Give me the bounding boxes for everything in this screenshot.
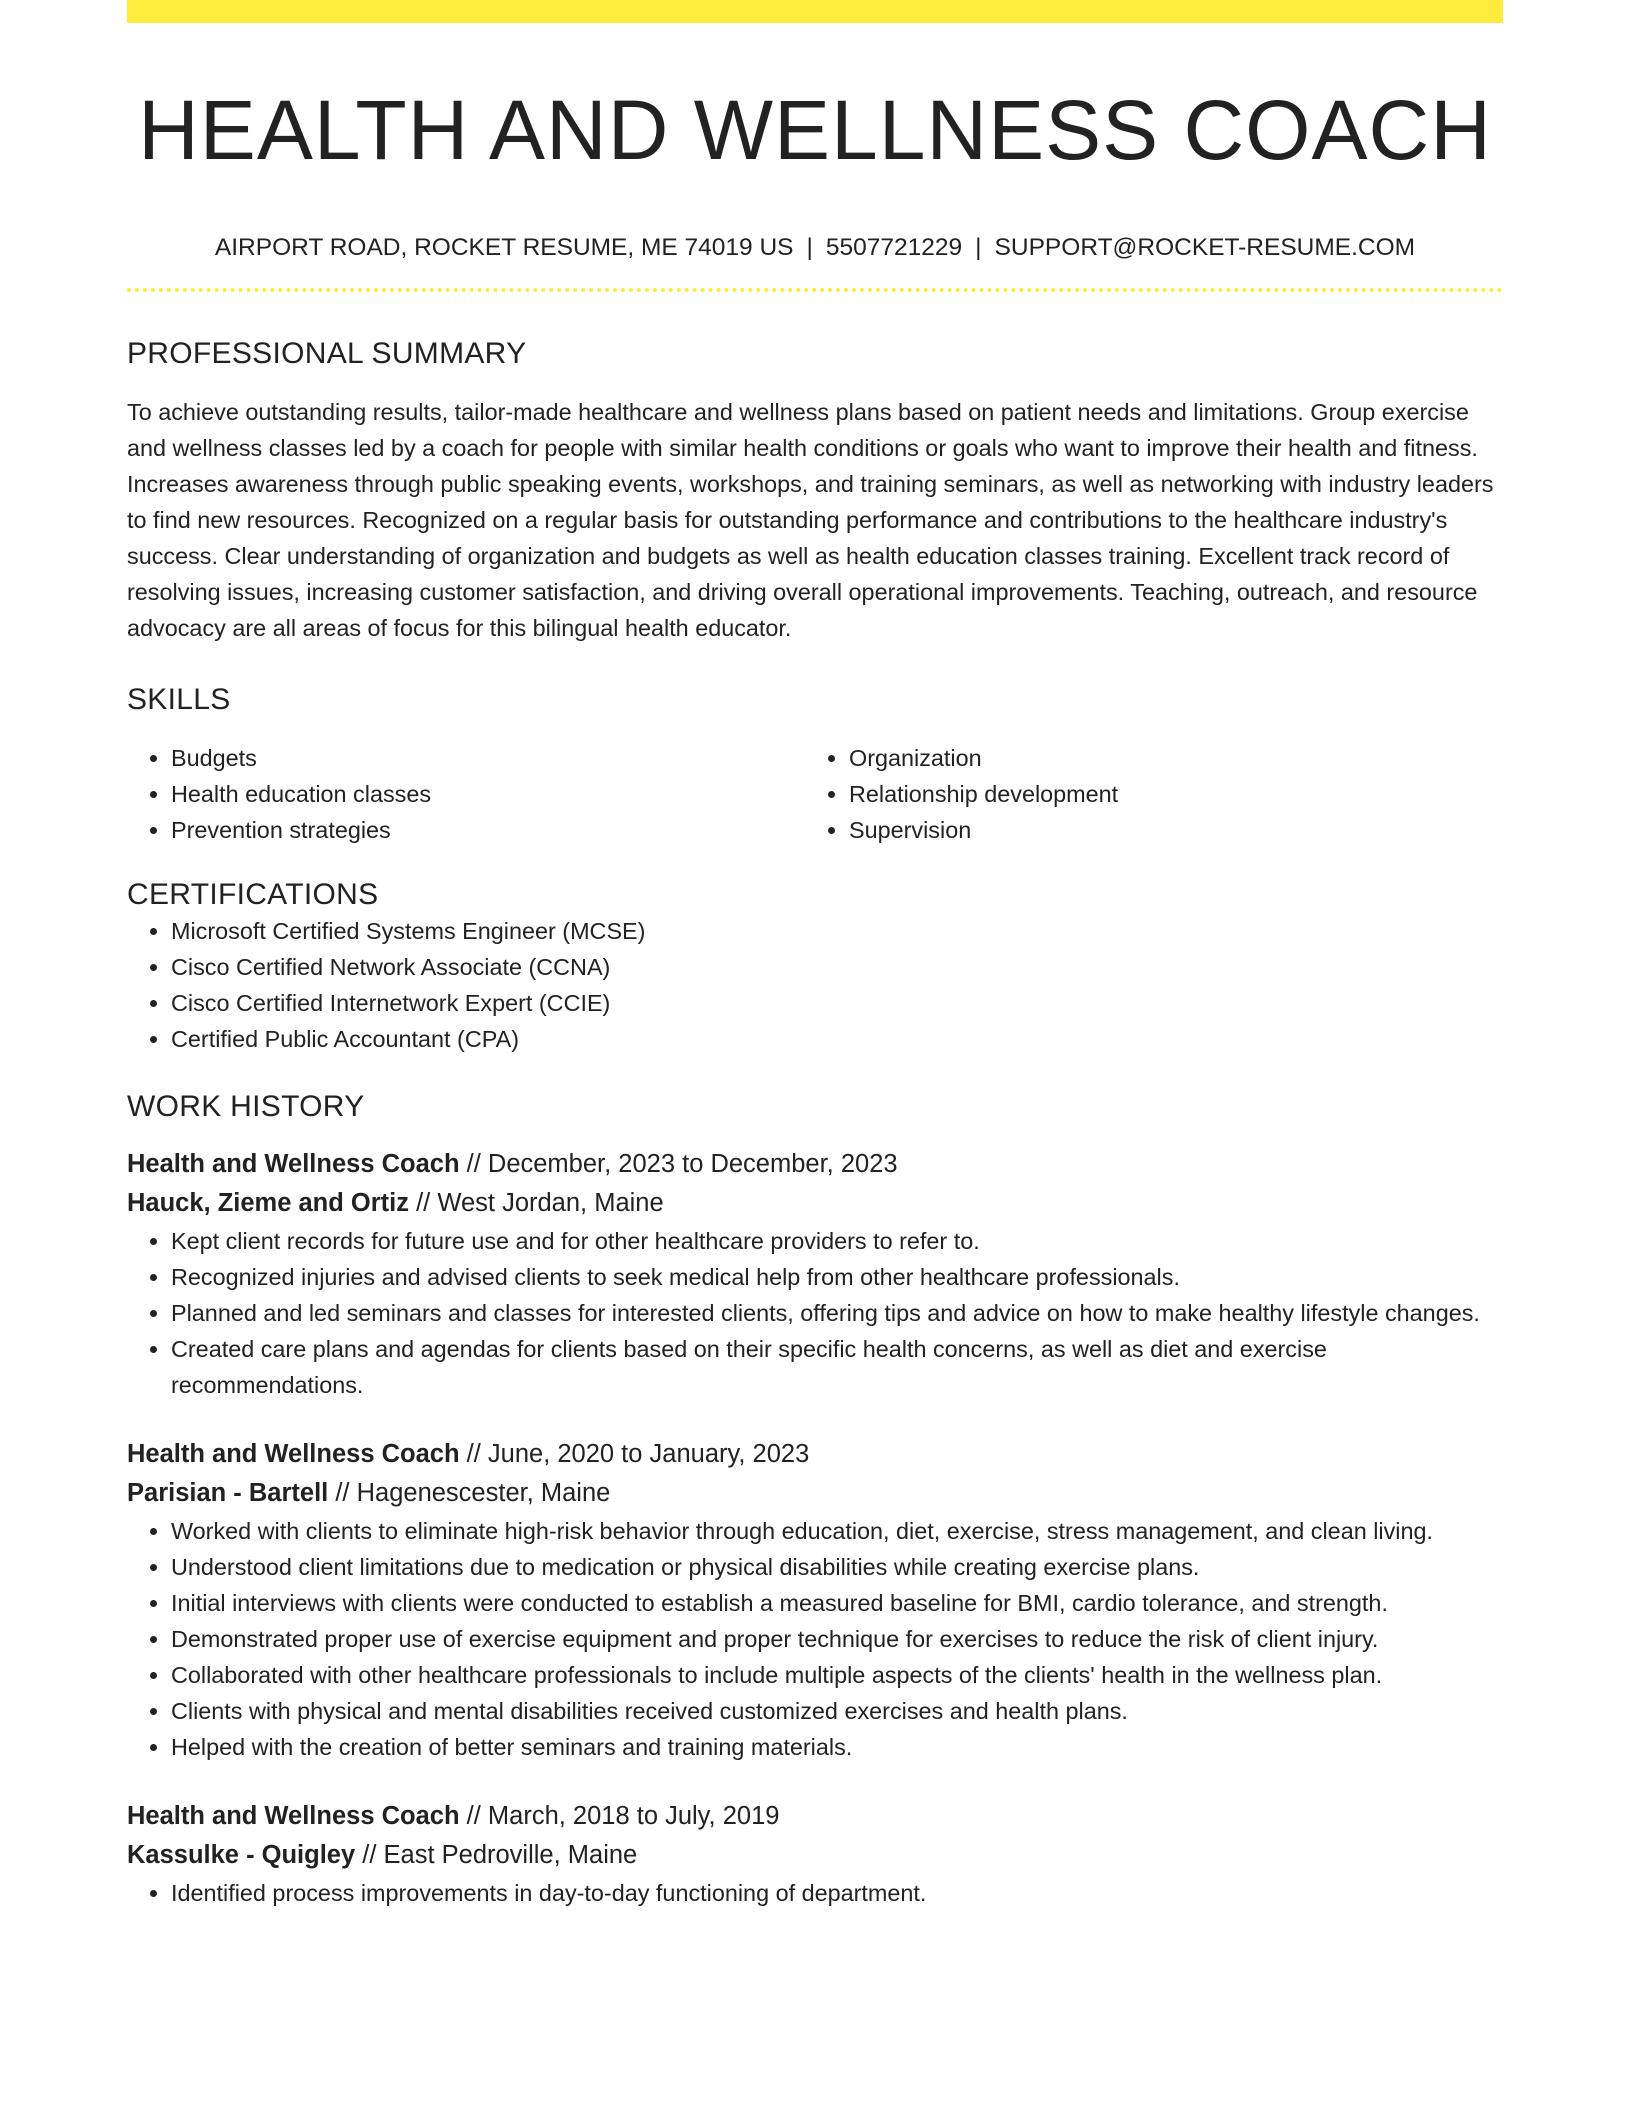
contact-phone: 5507721229 xyxy=(825,234,963,261)
job-dates: December, 2023 to December, 2023 xyxy=(487,1150,898,1178)
certification-item: • Certified Public Accountant (CPA) xyxy=(171,1021,1503,1057)
job-company-line xyxy=(127,1836,1503,1875)
skill-item: • Relationship development xyxy=(849,776,1483,812)
certifications-heading: CERTIFICATIONS xyxy=(127,878,379,911)
job-bullet: • Understood client limitations due to medication or physical disabilities while creating exercise plans. xyxy=(171,1549,1503,1585)
job-bullet: • Identified process improvements in day-to-day functioning of department. xyxy=(171,1875,1503,1911)
job-title: Health and Wellness Coach xyxy=(127,1440,460,1468)
job-title-line xyxy=(127,1797,1503,1836)
job-bullet-list xyxy=(127,1875,1503,1911)
skill-item: • Health education classes xyxy=(171,776,805,812)
contact-address: AIRPORT ROAD, ROCKET RESUME, ME 74019 US xyxy=(214,234,794,261)
summary-heading: PROFESSIONAL SUMMARY xyxy=(127,337,527,370)
job-bullet: • Demonstrated proper use of exercise equipment and proper technique for exercises to reduce the risk of client injury. xyxy=(171,1621,1503,1657)
certification-item: • Microsoft Certified Systems Engineer (MCSE) xyxy=(171,913,1503,949)
job-bullet: • Created care plans and agendas for clients based on their specific health concerns, as well as diet and exercise recommendations. xyxy=(171,1331,1503,1403)
job-location: West Jordan, Maine xyxy=(437,1189,664,1217)
summary-text: To achieve outstanding results, tailor-made healthcare and wellness plans based on patient needs and limitations. Group exercise and wellness classes led by a coach for people with similar health conditions or goals who want to improve their health and fitness. Increases awareness through public speaking events, workshops, and training seminars, as well as networking with industry leaders to find new resources. Recognized on a regular basis for outstanding performance and contributions to the healthcare industry's success. Clear understanding of organization and budgets as well as health education classes training. Excellent track record of resolving issues, increasing customer satisfaction, and driving overall operational improvements. Teaching, outreach, and resource advocacy are all areas of focus for this bilingual health educator. xyxy=(127,399,1494,641)
skills-list-right xyxy=(805,740,1483,848)
skills-grid xyxy=(127,740,1503,848)
resume-title: HEALTH AND WELLNESS COACH xyxy=(138,83,1492,177)
skills-heading: SKILLS xyxy=(127,683,231,716)
job-bullet: • Recognized injuries and advised clients to seek medical help from other healthcare professionals. xyxy=(171,1259,1503,1295)
skill-item: • Budgets xyxy=(171,740,805,776)
contact-email: SUPPORT@ROCKET-RESUME.COM xyxy=(994,234,1416,261)
job-bullet-list xyxy=(127,1223,1503,1403)
job-separator: // xyxy=(416,1189,431,1217)
job-separator: // xyxy=(335,1479,350,1507)
job-entry xyxy=(127,1145,1503,1403)
job-company: Hauck, Zieme and Ortiz xyxy=(127,1189,409,1217)
resume-content xyxy=(127,0,1503,1911)
job-bullet: • Clients with physical and mental disabilities received customized exercises and health plans. xyxy=(171,1693,1503,1729)
job-dates: June, 2020 to January, 2023 xyxy=(487,1440,810,1468)
contact-separator: | xyxy=(975,234,982,261)
certification-item: • Cisco Certified Internetwork Expert (CCIE) xyxy=(171,985,1503,1021)
job-bullet: • Planned and led seminars and classes for interested clients, offering tips and advice on how to make healthy lifestyle changes. xyxy=(171,1295,1503,1331)
job-bullet: • Worked with clients to eliminate high-risk behavior through education, diet, exercise, stress management, and clean living. xyxy=(171,1513,1503,1549)
job-bullet: • Kept client records for future use and for other healthcare providers to refer to. xyxy=(171,1223,1503,1259)
job-title-line xyxy=(127,1145,1503,1184)
job-entry xyxy=(127,1435,1503,1765)
job-company: Parisian - Bartell xyxy=(127,1479,329,1507)
contact-separator: | xyxy=(806,234,813,261)
job-location: Hagenescester, Maine xyxy=(356,1479,611,1507)
certification-item: • Cisco Certified Network Associate (CCNA) xyxy=(171,949,1503,985)
skill-item: • Prevention strategies xyxy=(171,812,805,848)
job-bullet-list xyxy=(127,1513,1503,1765)
job-company-line xyxy=(127,1474,1503,1513)
job-company: Kassulke - Quigley xyxy=(127,1841,356,1869)
header-divider xyxy=(127,288,1503,292)
job-title-line xyxy=(127,1435,1503,1474)
work-history-heading: WORK HISTORY xyxy=(127,1090,365,1123)
job-bullet: • Collaborated with other healthcare professionals to include multiple aspects of the clients' health in the wellness plan. xyxy=(171,1657,1503,1693)
job-bullet: • Initial interviews with clients were conducted to establish a measured baseline for BMI, cardio tolerance, and strength. xyxy=(171,1585,1503,1621)
job-company-line xyxy=(127,1184,1503,1223)
job-dates: March, 2018 to July, 2019 xyxy=(487,1802,780,1830)
job-title: Health and Wellness Coach xyxy=(127,1150,460,1178)
skill-item: • Organization xyxy=(849,740,1483,776)
job-bullet: • Helped with the creation of better seminars and training materials. xyxy=(171,1729,1503,1765)
contact-line xyxy=(127,233,1503,263)
job-entry xyxy=(127,1797,1503,1911)
job-separator: // xyxy=(466,1150,481,1178)
job-separator: // xyxy=(466,1802,481,1830)
job-title: Health and Wellness Coach xyxy=(127,1802,460,1830)
job-separator: // xyxy=(466,1440,481,1468)
skill-item: • Supervision xyxy=(849,812,1483,848)
job-location: East Pedroville, Maine xyxy=(383,1841,638,1869)
certifications-list xyxy=(127,913,1503,1057)
skills-list-left xyxy=(127,740,805,848)
job-separator: // xyxy=(362,1841,377,1869)
